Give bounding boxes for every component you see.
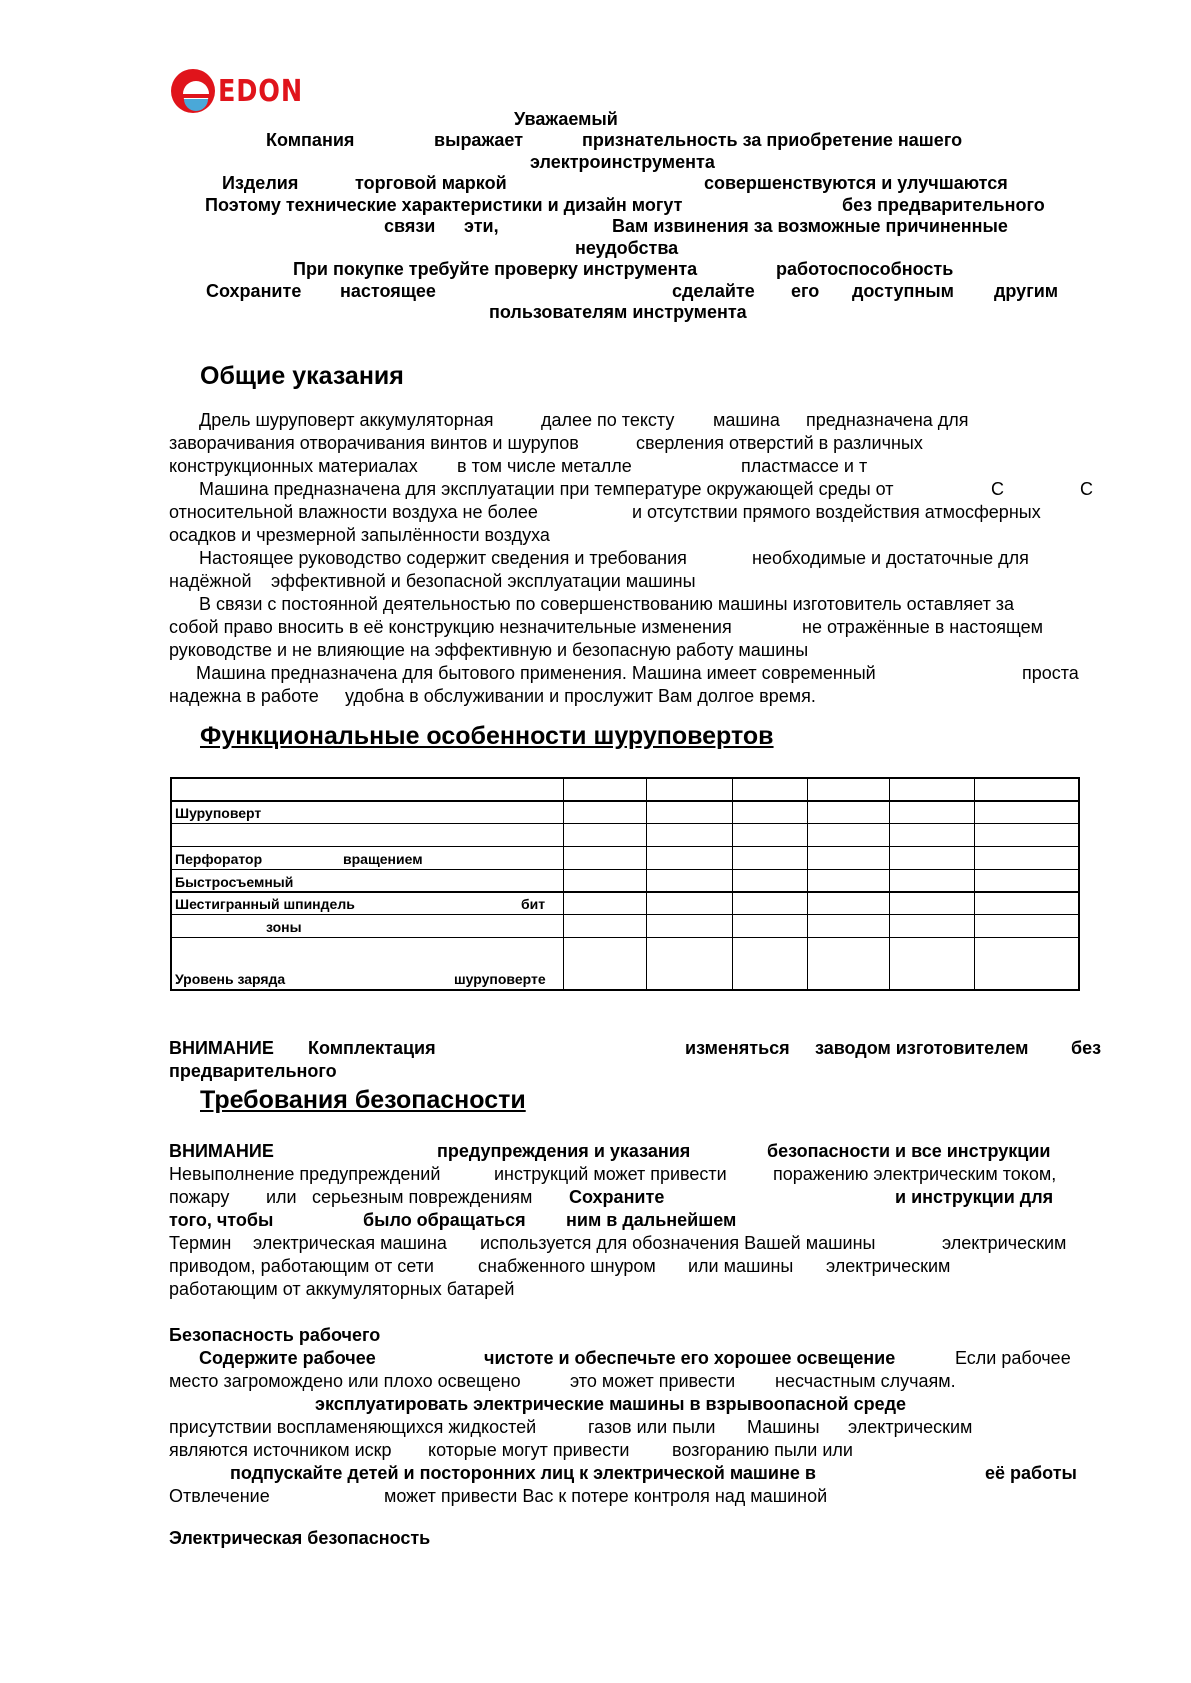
features-table — [170, 777, 1080, 991]
edon-logo — [170, 68, 318, 114]
safety-text: работающим от аккумуляторных батарей — [169, 1279, 515, 1299]
table-cell: бит — [521, 896, 546, 912]
body-text: и отсутствии прямого воздействия атмосферных — [632, 502, 1041, 522]
intro-text: При покупке требуйте проверку инструмента — [293, 259, 698, 279]
workplace-text: газов или пыли — [588, 1417, 716, 1437]
section-title-features: Функциональные особенности шуруповертов — [200, 722, 774, 750]
body-text: эффективной и безопасной эксплуатации машины — [271, 571, 696, 591]
body-text: не отражённые в настоящем — [802, 617, 1044, 637]
safety-text: снабженного шнуром — [478, 1256, 656, 1276]
body-text: Машина предназначена для бытового применения. Машина имеет современный — [196, 663, 876, 683]
workplace-text: электрическим — [848, 1417, 973, 1437]
section-title-general: Общие указания — [200, 362, 404, 390]
body-text: пластмассе и т — [741, 456, 868, 476]
safety-text: Сохраните — [569, 1187, 665, 1207]
workplace-text: которые могут привести — [428, 1440, 630, 1460]
body-text: В связи с постоянной деятельностью по совершенствованию машины изготовитель оставляет за — [199, 594, 1015, 614]
table-cell: Шестигранный шпиндель — [175, 896, 355, 912]
logo-text: EDON — [218, 73, 304, 109]
safety-text: ВНИМАНИЕ — [169, 1141, 274, 1161]
intro-text: без предварительного — [842, 195, 1045, 215]
body-text: далее по тексту — [541, 410, 675, 430]
workplace-text: может привести Вас к потере контроля над машиной — [384, 1486, 828, 1506]
intro-text: совершенствуются и улучшаются — [704, 173, 1008, 193]
body-text: относительной влажности воздуха не более — [169, 502, 538, 522]
table-cell: вращением — [343, 851, 423, 867]
intro-text: неудобства — [575, 238, 679, 258]
safety-text: приводом, работающим от сети — [169, 1256, 434, 1276]
body-text: Машина предназначена для эксплуатации при температуре окружающей среды от — [199, 479, 894, 499]
safety-text: было обращаться — [363, 1210, 526, 1230]
notice-text: изменяться — [685, 1038, 790, 1058]
table-cell: шуруповерте — [454, 971, 546, 987]
body-text: руководстве и не влияющие на эффективную и безопасную работу машины — [169, 640, 809, 660]
table-cell: Уровень заряда — [175, 971, 286, 987]
safety-text: Невыполнение предупреждений — [169, 1164, 441, 1184]
body-text: собой право вносить в её конструкцию незначительные изменения — [169, 617, 732, 637]
table-cell: Быстросъемный — [175, 874, 294, 890]
body-text: Дрель шуруповерт аккумуляторная — [199, 410, 494, 430]
body-text: машина — [713, 410, 780, 430]
workplace-text: присутствии воспламеняющихся жидкостей — [169, 1417, 537, 1437]
notice-text: Комплектация — [308, 1038, 436, 1058]
intro-text: пользователям инструмента — [489, 302, 747, 322]
intro-text: Уважаемый — [514, 109, 618, 129]
intro-text: Поэтому технические характеристики и дизайн могут — [205, 195, 683, 215]
notice-text: без — [1071, 1038, 1102, 1058]
intro-text: электроинструмента — [530, 152, 715, 172]
intro-text: сделайте — [672, 281, 755, 301]
table-cell: Перфоратор — [175, 851, 263, 867]
safety-text: ним в дальнейшем — [566, 1210, 737, 1230]
notice-label: ВНИМАНИЕ — [169, 1038, 274, 1058]
notice-text: предварительного — [169, 1061, 337, 1081]
workplace-text: возгоранию пыли или — [672, 1440, 853, 1460]
workplace-text: Машины — [747, 1417, 820, 1437]
workplace-text: эксплуатировать электрические машины в взрывоопасной среде — [315, 1394, 907, 1414]
body-text: удобна в обслуживании и прослужит Вам долгое время. — [345, 686, 816, 706]
safety-text: пожару — [169, 1187, 230, 1207]
intro-text: Компания — [266, 130, 355, 150]
safety-text: используется для обозначения Вашей машины — [480, 1233, 876, 1253]
workplace-text: подпускайте детей и посторонних лиц к электрической машине в — [230, 1463, 816, 1483]
safety-text: безопасности и все инструкции — [767, 1141, 1051, 1161]
intro-text: доступным — [852, 281, 954, 301]
body-text: предназначена для — [806, 410, 969, 430]
intro-text: Вам извинения за возможные причиненные — [612, 216, 1008, 236]
edon-logo-icon — [170, 68, 216, 114]
body-text: проста — [1022, 663, 1079, 683]
body-text: надёжной — [169, 571, 252, 591]
safety-text: того, чтобы — [169, 1210, 274, 1230]
workplace-text: несчастным случаям. — [775, 1371, 956, 1391]
table-cell: Шуруповерт — [175, 805, 262, 821]
intro-text: связи — [384, 216, 436, 236]
body-text: сверления отверстий в различных — [636, 433, 923, 453]
intro-text: выражает — [434, 130, 524, 150]
intro-text: Сохраните — [206, 281, 302, 301]
body-text: в том числе металле — [457, 456, 632, 476]
intro-text: другим — [994, 281, 1059, 301]
safety-text: поражению электрическим током, — [773, 1164, 1057, 1184]
safety-text: электрическим — [942, 1233, 1067, 1253]
notice-text: заводом изготовителем — [815, 1038, 1029, 1058]
body-text: осадков и чрезмерной запылённости воздуха — [169, 525, 550, 545]
safety-text: и инструкции для — [895, 1187, 1054, 1207]
workplace-text: её работы — [985, 1463, 1077, 1483]
intro-text: его — [791, 281, 820, 301]
workplace-text: чистоте и обеспечьте его хорошее освещение — [484, 1348, 896, 1368]
body-text: конструкционных материалах — [169, 456, 418, 476]
safety-text: Термин — [169, 1233, 232, 1253]
safety-text: серьезным повреждениям — [312, 1187, 533, 1207]
body-text: заворачивания отворачивания винтов и шурупов — [169, 433, 579, 453]
safety-text: предупреждения и указания — [437, 1141, 691, 1161]
workplace-text: это может привести — [570, 1371, 736, 1391]
safety-text: или машины — [688, 1256, 794, 1276]
workplace-text: Содержите рабочее — [199, 1348, 376, 1368]
intro-text: признательность за приобретение нашего — [582, 130, 963, 150]
body-text: Настоящее руководство содержит сведения и требования — [199, 548, 687, 568]
subsection-title-workplace: Безопасность рабочего — [169, 1325, 381, 1345]
body-text: С — [991, 479, 1004, 499]
safety-text: инструкций может привести — [494, 1164, 727, 1184]
safety-text: электрическая машина — [253, 1233, 447, 1253]
body-text: необходимые и достаточные для — [752, 548, 1029, 568]
body-text: надежна в работе — [169, 686, 319, 706]
workplace-text: являются источником искр — [169, 1440, 392, 1460]
section-title-safety: Требования безопасности — [200, 1086, 526, 1114]
intro-text: эти, — [464, 216, 499, 236]
intro-text: работоспособность — [776, 259, 954, 279]
workplace-text: место загромождено или плохо освещено — [169, 1371, 521, 1391]
body-text: С — [1080, 479, 1093, 499]
intro-text: настоящее — [340, 281, 436, 301]
subsection-title-electrical: Электрическая безопасность — [169, 1528, 431, 1548]
table-cell: зоны — [266, 919, 302, 935]
safety-text: электрическим — [826, 1256, 951, 1276]
intro-text: торговой маркой — [355, 173, 507, 193]
intro-text: Изделия — [222, 173, 299, 193]
safety-text: или — [266, 1187, 297, 1207]
workplace-text: Если рабочее — [955, 1348, 1071, 1368]
workplace-text: Отвлечение — [169, 1486, 270, 1506]
